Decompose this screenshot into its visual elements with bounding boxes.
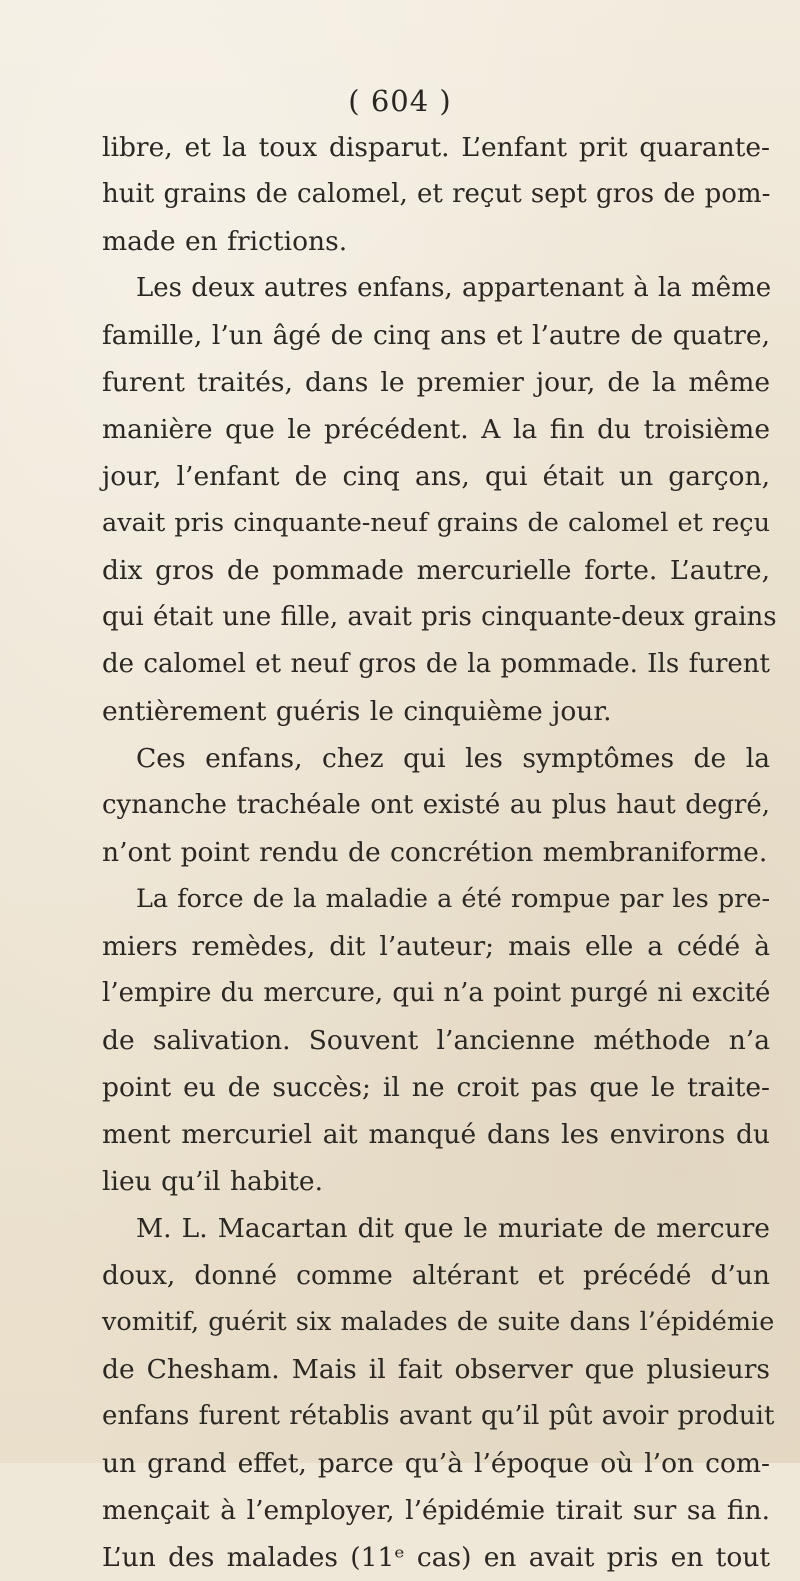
text-line: un grand effet, parce qu’à l’époque où l’on com- — [102, 1448, 770, 1479]
text-line: l’empire du mercure, qui n’a point purgé ni excité — [102, 978, 771, 1008]
text-line: jour, l’enfant de cinq ans, qui était un garçon, — [102, 461, 770, 492]
text-line: point eu de succès; il ne croit pas que le traite- — [102, 1072, 770, 1103]
text-line: L’un des malades (11ᵉ cas) en avait pris en tout — [102, 1542, 770, 1573]
text-line: n’ont point rendu de concrétion membraniforme. — [102, 837, 768, 868]
text-line: avait pris cinquante-neuf grains de calomel et reçu — [102, 508, 770, 538]
text-line: de salivation. Souvent l’ancienne méthode n’a — [102, 1025, 770, 1056]
text-line: famille, l’un âgé de cinq ans et l’autre de quatre, — [102, 320, 770, 351]
text-line: Ces enfans, chez qui les symptômes de la — [136, 743, 770, 774]
text-line: cynanche trachéale ont existé au plus haut degré, — [102, 790, 770, 820]
text-line: doux, donné comme altérant et précédé d’un — [102, 1260, 770, 1291]
text-line: manière que le précédent. A la fin du troisième — [102, 414, 770, 445]
text-line: miers remèdes, dit l’auteur; mais elle a cédé à — [102, 931, 770, 962]
text-line: enfans furent rétablis avant qu’il pût avoir produit — [102, 1401, 775, 1431]
text-line: mençait à l’employer, l’épidémie tirait sur sa fin. — [102, 1495, 770, 1526]
text-line: lieu qu’il habite. — [102, 1166, 324, 1197]
text-line: La force de la maladie a été rompue par les pre- — [136, 884, 771, 914]
text-line: libre, et la toux disparut. L’enfant prit quarante- — [102, 132, 770, 163]
text-line: huit grains de calomel, et reçut sept gros de pom- — [102, 179, 771, 209]
text-line: de Chesham. Mais il fait observer que plusieurs — [102, 1354, 770, 1385]
text-line: ment mercuriel ait manqué dans les environs du — [102, 1119, 770, 1150]
text-line: Les deux autres enfans, appartenant à la même — [136, 273, 772, 303]
text-line: vomitif, guérit six malades de suite dans l’épidémie — [102, 1307, 775, 1337]
text-line: M. L. Macartan dit que le muriate de mercure — [136, 1213, 770, 1244]
body-text — [102, 124, 777, 1581]
text-line: qui était une fille, avait pris cinquante-deux grains — [102, 602, 777, 632]
text-line: entièrement guéris le cinquième jour. — [102, 696, 612, 727]
text-line: de calomel et neuf gros de la pommade. Ils furent — [102, 649, 770, 679]
text-line: furent traités, dans le premier jour, de la même — [102, 367, 770, 398]
text-line: dix gros de pommade mercurielle forte. L’autre, — [102, 555, 770, 586]
page-number-header: ( 604 ) — [348, 84, 452, 118]
text-line: made en frictions. — [102, 226, 348, 257]
